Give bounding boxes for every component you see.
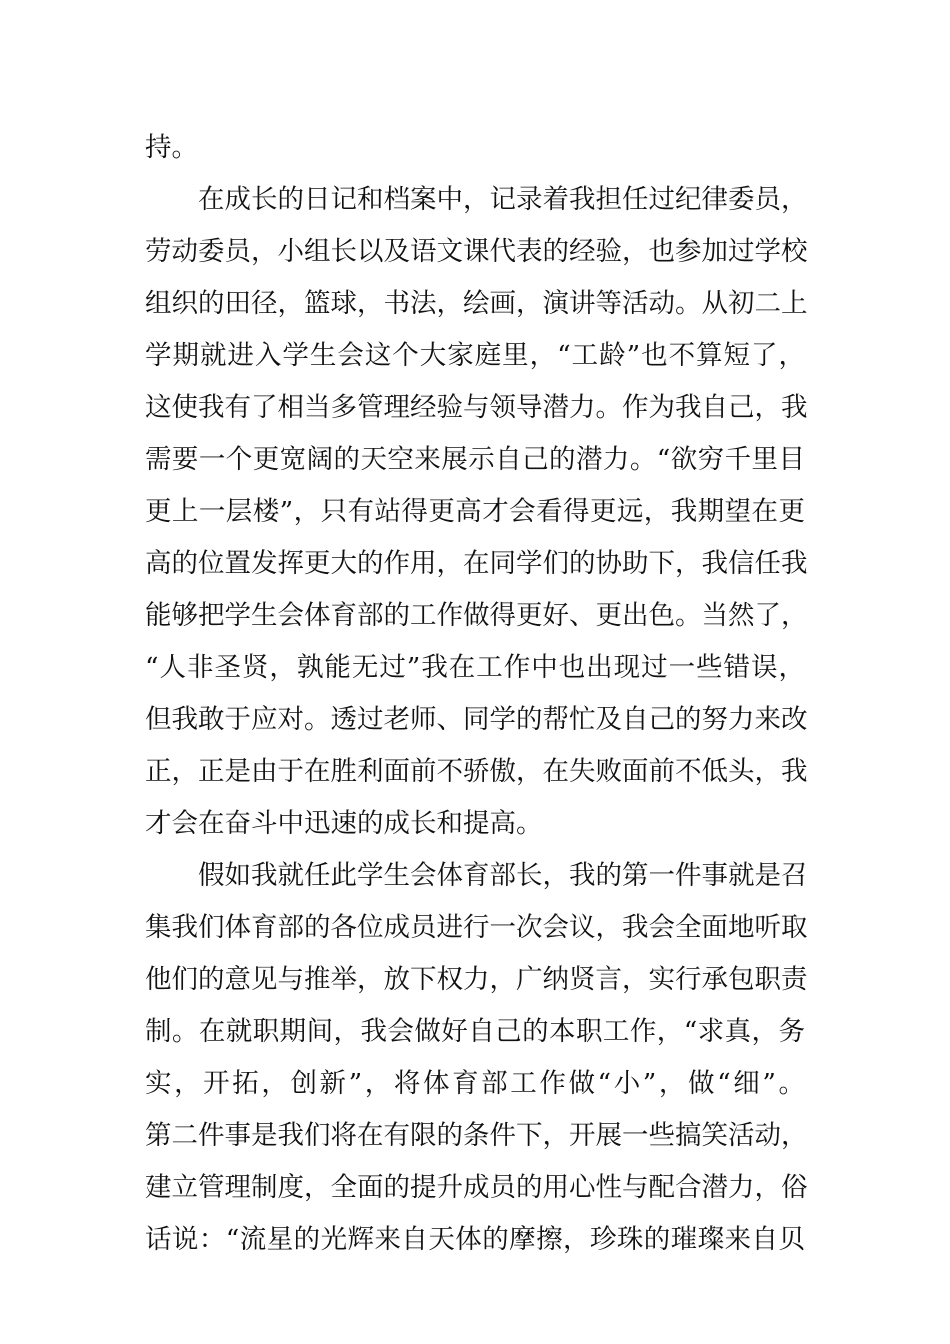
text-line: 但我敢于应对。透过老师、同学的帮忙及自己的努力来改 — [145, 704, 808, 735]
text-line: 才会在奋斗中迅速的成长和提高。 — [145, 808, 543, 839]
text-line: 正，正是由于在胜利面前不骄傲，在失败面前不低头，我 — [145, 756, 808, 787]
text-line: 话说：“流星的光辉来自天体的摩擦，珍珠的璀璨来自贝 — [145, 1224, 805, 1255]
text-line: 建立管理制度，全面的提升成员的用心性与配合潜力，俗 — [145, 1172, 808, 1203]
text-line: 组织的田径，篮球，书法，绘画，演讲等活动。从初二上 — [145, 288, 808, 319]
text-line: 这使我有了相当多管理经验与领导潜力。作为我自己，我 — [145, 392, 808, 423]
text-line: “人非圣贤，孰能无过”我在工作中也出现过一些错误， — [145, 652, 805, 683]
text-line: 实，开拓，创新”，将体育部工作做“小”，做“细”。 — [145, 1068, 805, 1099]
text-line: 能够把学生会体育部的工作做得更好、更出色。当然了， — [145, 600, 808, 631]
text-line: 高的位置发挥更大的作用，在同学们的协助下，我信任我 — [145, 548, 808, 579]
text-line: 更上一层楼”，只有站得更高才会看得更远，我期望在更 — [145, 496, 805, 527]
text-line: 持。 — [145, 132, 198, 163]
text-line: 劳动委员，小组长以及语文课代表的经验，也参加过学校 — [145, 236, 808, 267]
text-line: 他们的意见与推举，放下权力，广纳贤言，实行承包职责 — [145, 964, 808, 995]
text-line: 第二件事是我们将在有限的条件下，开展一些搞笑活动， — [145, 1120, 808, 1151]
text-line: 集我们体育部的各位成员进行一次会议，我会全面地听取 — [145, 912, 808, 943]
text-line: 在成长的日记和档案中，记录着我担任过纪律委员， — [198, 184, 808, 215]
text-line: 需要一个更宽阔的天空来展示自己的潜力。“欲穷千里目 — [145, 444, 805, 475]
text-line: 学期就进入学生会这个大家庭里，“工龄”也不算短了， — [145, 340, 805, 371]
text-line: 制。在就职期间，我会做好自己的本职工作，“求真，务 — [145, 1016, 805, 1047]
text-line: 假如我就任此学生会体育部长，我的第一件事就是召 — [198, 860, 808, 891]
